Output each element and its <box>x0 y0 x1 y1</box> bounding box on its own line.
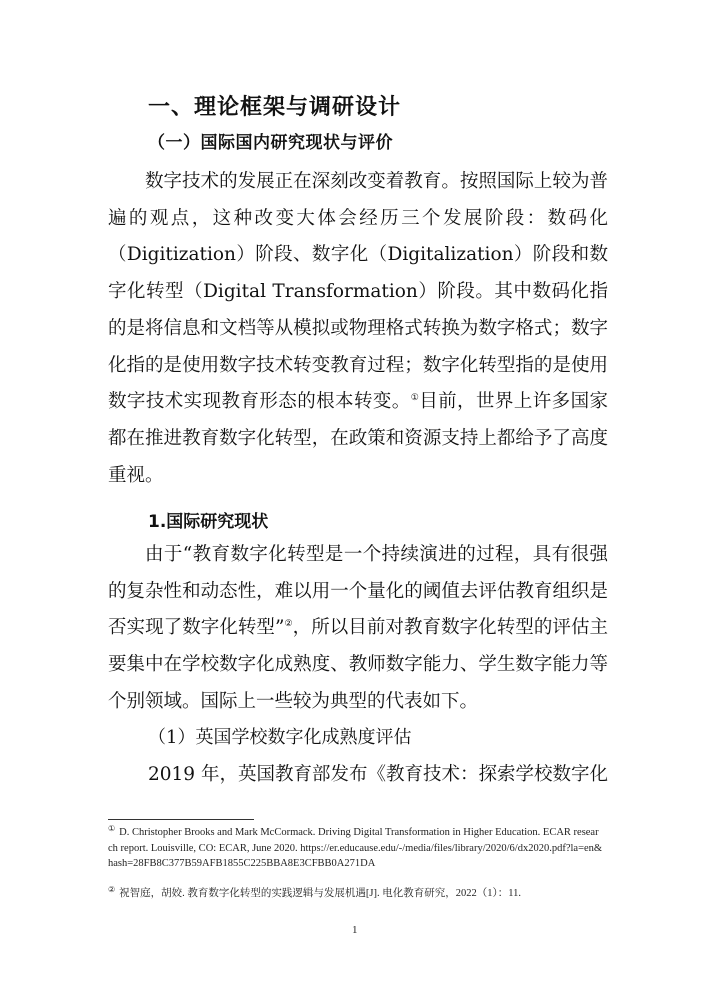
footnote-1-mark: ① <box>108 823 116 833</box>
footnote-ref-2[interactable]: ② <box>284 619 293 630</box>
footnote-divider <box>108 819 254 820</box>
paragraph-international-text-continued: ，所以目前对教育数字化转型的评估主要集中在学校数字化成熟度、教师数字能力、学生数字能力等个别领域。国际上一些较为典型的代表如下。 <box>108 617 608 712</box>
paragraph-international-text: 由于“教育数字化转型是一个持续演进的过程，具有很强的复杂性和动态性，难以用一个量化的阈值去评估教育组织是否实现了数字化转型” <box>108 544 608 639</box>
paragraph-uk: 2019 年，英国教育部发布《教育技术：探索学校数字化 <box>148 764 608 785</box>
subsection-heading: （一）国际国内研究现状与评价 <box>148 133 393 153</box>
list-subheading: （1）英国学校数字化成熟度评估 <box>148 727 412 748</box>
paragraph-international <box>108 537 608 721</box>
footnote-1-text: D. Christopher Brooks and Mark McCormack. Driving Digital Transformation in Higher Education. ECAR research report. Louisville, CO: ECAR, June 2020. https://er.educause.edu/-/media/files/library/2020/6/dx2020.pdf?la=en&hash=28FB8C377B59AFB1855C225BBA8E3CFBB0A271DA <box>108 827 603 869</box>
page-number: 1 <box>352 924 358 936</box>
footnote-1 <box>108 825 603 872</box>
footnote-2 <box>108 886 603 902</box>
section-heading: 一、理论框架与调研设计 <box>148 95 402 120</box>
footnote-2-text: 祝智庭，胡姣. 教育数字化转型的实践逻辑与发展机遇[J]. 电化教育研究，2022（1）：11. <box>119 888 521 899</box>
footnote-2-mark: ② <box>108 884 116 894</box>
paragraph-intro <box>108 164 608 494</box>
footnote-ref-1[interactable]: ① <box>410 393 420 404</box>
paragraph-intro-text: 数字技术的发展正在深刻改变着教育。按照国际上较为普遍的观点，这种改变大体会经历三个发展阶段：数码化（Digitization）阶段、数字化（Digitalization）阶段和数字化转型（Digital Transformation）阶段。其中数码化指的是将信息和文档等从模拟或物理格式转换为数字格式；数字化指的是使用数字技术转变教育过程；数字化转型指的是使用数字技术实现教育形态的根本转变。 <box>108 171 608 413</box>
paragraph-intro-text-continued: 目前，世界上许多国家都在推进教育数字化转型，在政策和资源支持上都给予了高度重视。 <box>108 391 608 486</box>
topic-heading: 1.国际研究现状 <box>148 512 269 532</box>
